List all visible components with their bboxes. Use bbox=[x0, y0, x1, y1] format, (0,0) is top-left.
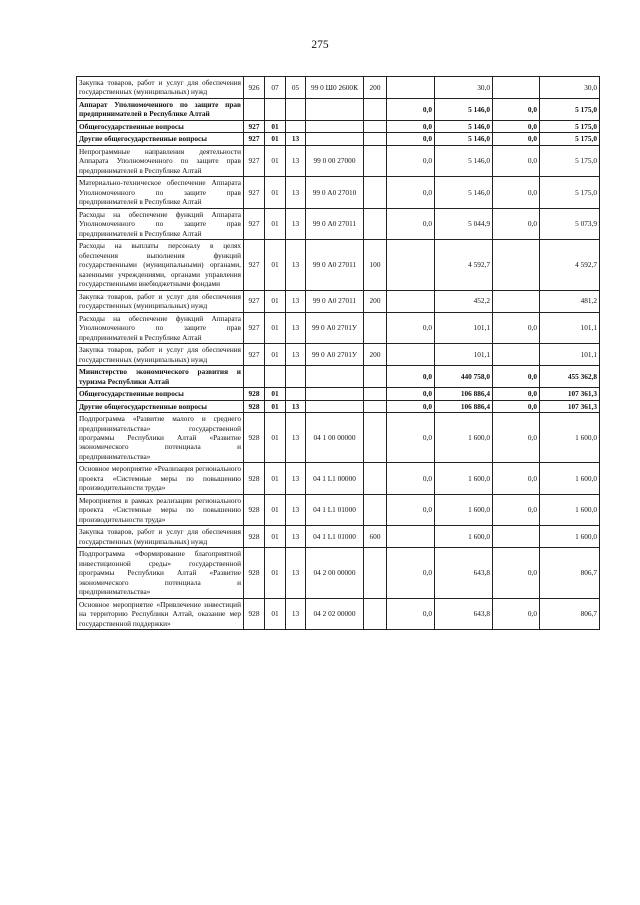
row-target-article bbox=[306, 388, 364, 400]
row-amount-2: 30,0 bbox=[435, 77, 493, 99]
row-subsection-code bbox=[286, 120, 306, 132]
row-amount-1 bbox=[387, 290, 435, 312]
row-target-article: 04 1 L1 01000 bbox=[306, 494, 364, 525]
row-expense-type: 200 bbox=[364, 344, 387, 366]
row-subsection-code: 13 bbox=[286, 526, 306, 548]
row-amount-4: 107 361,3 bbox=[540, 388, 600, 400]
table-row bbox=[77, 598, 600, 629]
row-grbs-code: 927 bbox=[244, 312, 265, 343]
row-target-article: 04 1 00 00000 bbox=[306, 413, 364, 463]
row-target-article: 99 0 А0 2701У bbox=[306, 312, 364, 343]
row-amount-4: 455 362,8 bbox=[540, 366, 600, 388]
row-grbs-code bbox=[244, 366, 265, 388]
row-grbs-code: 927 bbox=[244, 120, 265, 132]
row-amount-2: 643,8 bbox=[435, 598, 493, 629]
row-amount-3: 0,0 bbox=[493, 463, 540, 494]
row-expense-type bbox=[364, 548, 387, 598]
row-subsection-code: 13 bbox=[286, 290, 306, 312]
row-amount-4: 481,2 bbox=[540, 290, 600, 312]
row-name: Закупка товаров, работ и услуг для обеспечения государственных (муниципальных) нужд bbox=[77, 290, 244, 312]
row-section-code: 01 bbox=[265, 526, 286, 548]
row-amount-3: 0,0 bbox=[493, 120, 540, 132]
row-section-code: 01 bbox=[265, 120, 286, 132]
row-grbs-code: 928 bbox=[244, 400, 265, 412]
row-expense-type bbox=[364, 98, 387, 120]
row-section-code: 07 bbox=[265, 77, 286, 99]
table-row bbox=[77, 98, 600, 120]
row-amount-2: 440 758,0 bbox=[435, 366, 493, 388]
row-target-article: 99 0 А0 27011 bbox=[306, 290, 364, 312]
row-subsection-code bbox=[286, 388, 306, 400]
row-amount-2: 1 600,0 bbox=[435, 526, 493, 548]
table-row bbox=[77, 400, 600, 412]
row-amount-4: 5 175,0 bbox=[540, 133, 600, 145]
row-amount-4: 1 600,0 bbox=[540, 463, 600, 494]
row-name: Министерство экономического развития и туризма Республики Алтай bbox=[77, 366, 244, 388]
row-grbs-code: 928 bbox=[244, 463, 265, 494]
table-row bbox=[77, 344, 600, 366]
row-subsection-code: 13 bbox=[286, 548, 306, 598]
row-target-article: 04 2 00 00000 bbox=[306, 548, 364, 598]
row-amount-3 bbox=[493, 240, 540, 290]
row-subsection-code: 13 bbox=[286, 240, 306, 290]
row-amount-3 bbox=[493, 290, 540, 312]
row-amount-1: 0,0 bbox=[387, 463, 435, 494]
table-row bbox=[77, 240, 600, 290]
row-amount-3 bbox=[493, 526, 540, 548]
row-name: Закупка товаров, работ и услуг для обеспечения государственных (муниципальных) нужд bbox=[77, 77, 244, 99]
row-subsection-code: 05 bbox=[286, 77, 306, 99]
row-amount-3: 0,0 bbox=[493, 312, 540, 343]
table-row bbox=[77, 413, 600, 463]
row-amount-3: 0,0 bbox=[493, 145, 540, 176]
row-expense-type bbox=[364, 120, 387, 132]
row-amount-3: 0,0 bbox=[493, 208, 540, 239]
row-amount-1: 0,0 bbox=[387, 366, 435, 388]
table-row bbox=[77, 120, 600, 132]
row-amount-1: 0,0 bbox=[387, 133, 435, 145]
row-name: Аппарат Уполномоченного по защите прав предпринимателей в Республике Алтай bbox=[77, 98, 244, 120]
row-target-article: 04 1 L1 01000 bbox=[306, 526, 364, 548]
row-subsection-code: 13 bbox=[286, 177, 306, 208]
table-row bbox=[77, 312, 600, 343]
row-name: Закупка товаров, работ и услуг для обеспечения государственных (муниципальных) нужд bbox=[77, 526, 244, 548]
row-amount-1 bbox=[387, 240, 435, 290]
row-section-code: 01 bbox=[265, 290, 286, 312]
row-amount-2: 643,8 bbox=[435, 548, 493, 598]
row-target-article bbox=[306, 400, 364, 412]
table-row bbox=[77, 208, 600, 239]
row-name: Закупка товаров, работ и услуг для обеспечения государственных (муниципальных) нужд bbox=[77, 344, 244, 366]
row-amount-2: 1 600,0 bbox=[435, 463, 493, 494]
row-amount-1: 0,0 bbox=[387, 177, 435, 208]
row-amount-3: 0,0 bbox=[493, 494, 540, 525]
row-grbs-code: 928 bbox=[244, 413, 265, 463]
row-subsection-code: 13 bbox=[286, 133, 306, 145]
row-section-code: 01 bbox=[265, 177, 286, 208]
row-section-code: 01 bbox=[265, 548, 286, 598]
row-section-code: 01 bbox=[265, 494, 286, 525]
row-subsection-code bbox=[286, 98, 306, 120]
row-target-article bbox=[306, 366, 364, 388]
row-name: Другие общегосударственные вопросы bbox=[77, 133, 244, 145]
row-amount-1: 0,0 bbox=[387, 400, 435, 412]
row-section-code: 01 bbox=[265, 400, 286, 412]
row-amount-1: 0,0 bbox=[387, 98, 435, 120]
row-target-article: 99 0 А0 27011 bbox=[306, 208, 364, 239]
row-amount-3: 0,0 bbox=[493, 548, 540, 598]
row-amount-1 bbox=[387, 526, 435, 548]
row-expense-type bbox=[364, 208, 387, 239]
row-amount-4: 5 175,0 bbox=[540, 98, 600, 120]
row-target-article: 99 0 А0 27011 bbox=[306, 240, 364, 290]
row-amount-1: 0,0 bbox=[387, 145, 435, 176]
row-expense-type bbox=[364, 388, 387, 400]
row-target-article bbox=[306, 120, 364, 132]
row-name: Расходы на обеспечение функций Аппарата Уполномоченного по защите прав предпринимателей в Республике Алтай bbox=[77, 208, 244, 239]
row-section-code: 01 bbox=[265, 413, 286, 463]
row-amount-4: 5 175,0 bbox=[540, 120, 600, 132]
row-subsection-code: 13 bbox=[286, 312, 306, 343]
row-amount-2: 5 146,0 bbox=[435, 98, 493, 120]
table-row bbox=[77, 77, 600, 99]
row-subsection-code bbox=[286, 366, 306, 388]
row-name: Непрограммные направления деятельности Аппарата Уполномоченного по защите прав предпринимателей в Республике Алтай bbox=[77, 145, 244, 176]
table-row bbox=[77, 526, 600, 548]
row-grbs-code: 927 bbox=[244, 344, 265, 366]
row-expense-type bbox=[364, 145, 387, 176]
row-amount-2: 101,1 bbox=[435, 312, 493, 343]
table-row bbox=[77, 145, 600, 176]
row-name: Расходы на обеспечение функций Аппарата Уполномоченного по защите прав предпринимателей в Республике Алтай bbox=[77, 312, 244, 343]
row-amount-3: 0,0 bbox=[493, 98, 540, 120]
row-expense-type bbox=[364, 366, 387, 388]
row-expense-type bbox=[364, 400, 387, 412]
row-amount-4: 1 600,0 bbox=[540, 526, 600, 548]
row-amount-1: 0,0 bbox=[387, 312, 435, 343]
row-amount-3: 0,0 bbox=[493, 598, 540, 629]
row-section-code: 01 bbox=[265, 463, 286, 494]
row-grbs-code: 927 bbox=[244, 290, 265, 312]
row-amount-3: 0,0 bbox=[493, 413, 540, 463]
row-section-code: 01 bbox=[265, 388, 286, 400]
table-row bbox=[77, 366, 600, 388]
table-row bbox=[77, 290, 600, 312]
row-amount-3 bbox=[493, 77, 540, 99]
row-amount-4: 5 175,0 bbox=[540, 145, 600, 176]
row-grbs-code: 927 bbox=[244, 145, 265, 176]
row-target-article bbox=[306, 133, 364, 145]
row-subsection-code: 13 bbox=[286, 463, 306, 494]
row-expense-type bbox=[364, 177, 387, 208]
budget-table-body bbox=[77, 77, 600, 630]
row-section-code: 01 bbox=[265, 344, 286, 366]
row-expense-type: 200 bbox=[364, 290, 387, 312]
row-amount-4: 1 600,0 bbox=[540, 413, 600, 463]
row-grbs-code: 928 bbox=[244, 526, 265, 548]
row-amount-4: 101,1 bbox=[540, 344, 600, 366]
row-target-article: 99 0 00 27000 bbox=[306, 145, 364, 176]
row-amount-4: 1 600,0 bbox=[540, 494, 600, 525]
row-name: Мероприятия в рамках реализации регионального проекта «Системные меры по повышению производительности труда» bbox=[77, 494, 244, 525]
table-row bbox=[77, 494, 600, 525]
row-amount-2: 4 592,7 bbox=[435, 240, 493, 290]
row-amount-2: 1 600,0 bbox=[435, 494, 493, 525]
row-amount-1: 0,0 bbox=[387, 548, 435, 598]
row-section-code: 01 bbox=[265, 240, 286, 290]
row-subsection-code: 13 bbox=[286, 344, 306, 366]
row-grbs-code bbox=[244, 98, 265, 120]
row-section-code bbox=[265, 98, 286, 120]
row-amount-2: 5 146,0 bbox=[435, 133, 493, 145]
row-grbs-code: 928 bbox=[244, 388, 265, 400]
row-name: Подпрограмма «Формирование благоприятной инвестиционной среды» государственной программы Республики Алтай «Развитие экономического потенциала и предпринимательства» bbox=[77, 548, 244, 598]
row-amount-4: 4 592,7 bbox=[540, 240, 600, 290]
row-name: Общегосударственные вопросы bbox=[77, 388, 244, 400]
row-section-code: 01 bbox=[265, 598, 286, 629]
row-name: Материально-техническое обеспечение Аппарата Уполномоченного по защите прав предпринимателей в Республике Алтай bbox=[77, 177, 244, 208]
row-name: Другие общегосударственные вопросы bbox=[77, 400, 244, 412]
row-amount-2: 452,2 bbox=[435, 290, 493, 312]
row-amount-1 bbox=[387, 344, 435, 366]
row-amount-3: 0,0 bbox=[493, 177, 540, 208]
budget-table bbox=[76, 76, 600, 630]
row-amount-4: 30,0 bbox=[540, 77, 600, 99]
table-row bbox=[77, 133, 600, 145]
row-grbs-code: 928 bbox=[244, 598, 265, 629]
row-grbs-code: 926 bbox=[244, 77, 265, 99]
table-row bbox=[77, 388, 600, 400]
row-expense-type bbox=[364, 312, 387, 343]
row-name: Расходы на выплаты персоналу в целях обеспечения выполнения функций государственными (муниципальными) органами, казенными учреждениями, органами управления государственными внебюджетными фондами bbox=[77, 240, 244, 290]
row-grbs-code: 927 bbox=[244, 240, 265, 290]
row-amount-3: 0,0 bbox=[493, 400, 540, 412]
row-target-article: 04 2 02 00000 bbox=[306, 598, 364, 629]
table-row bbox=[77, 177, 600, 208]
row-expense-type: 200 bbox=[364, 77, 387, 99]
row-target-article bbox=[306, 98, 364, 120]
table-row bbox=[77, 548, 600, 598]
row-amount-1: 0,0 bbox=[387, 598, 435, 629]
row-amount-2: 5 146,0 bbox=[435, 120, 493, 132]
row-amount-3: 0,0 bbox=[493, 366, 540, 388]
row-section-code: 01 bbox=[265, 208, 286, 239]
row-subsection-code: 13 bbox=[286, 208, 306, 239]
row-expense-type bbox=[364, 133, 387, 145]
row-amount-1: 0,0 bbox=[387, 413, 435, 463]
row-name: Основное мероприятие «Реализация регионального проекта «Системные меры по повышению производительности труда» bbox=[77, 463, 244, 494]
row-name: Подпрограмма «Развитие малого и среднего предпринимательства» государственной программы Республики Алтай «Развитие экономического потенциала и предпринимательства» bbox=[77, 413, 244, 463]
row-amount-1: 0,0 bbox=[387, 120, 435, 132]
row-target-article: 99 0 А0 27010 bbox=[306, 177, 364, 208]
row-subsection-code: 13 bbox=[286, 494, 306, 525]
row-section-code bbox=[265, 366, 286, 388]
row-amount-2: 106 886,4 bbox=[435, 388, 493, 400]
row-amount-2: 1 600,0 bbox=[435, 413, 493, 463]
row-amount-2: 5 146,0 bbox=[435, 145, 493, 176]
row-grbs-code: 927 bbox=[244, 133, 265, 145]
row-amount-1 bbox=[387, 77, 435, 99]
row-name: Основное мероприятие «Привлечение инвестиций на территорию Республики Алтай, оказание мер государственной поддержки» bbox=[77, 598, 244, 629]
row-expense-type bbox=[364, 598, 387, 629]
row-amount-2: 101,1 bbox=[435, 344, 493, 366]
row-amount-1: 0,0 bbox=[387, 494, 435, 525]
row-section-code: 01 bbox=[265, 312, 286, 343]
table-row bbox=[77, 463, 600, 494]
row-subsection-code: 13 bbox=[286, 400, 306, 412]
row-name: Общегосударственные вопросы bbox=[77, 120, 244, 132]
row-amount-4: 806,7 bbox=[540, 598, 600, 629]
row-target-article: 99 0 А0 2701У bbox=[306, 344, 364, 366]
page-number: 275 bbox=[311, 39, 329, 51]
row-amount-4: 5 175,0 bbox=[540, 177, 600, 208]
row-amount-4: 107 361,3 bbox=[540, 400, 600, 412]
row-amount-2: 5 044,9 bbox=[435, 208, 493, 239]
row-target-article: 99 0 Ш0 2600К bbox=[306, 77, 364, 99]
row-grbs-code: 928 bbox=[244, 494, 265, 525]
row-section-code: 01 bbox=[265, 133, 286, 145]
row-amount-3: 0,0 bbox=[493, 388, 540, 400]
row-subsection-code: 13 bbox=[286, 413, 306, 463]
row-amount-3: 0,0 bbox=[493, 133, 540, 145]
row-expense-type: 600 bbox=[364, 526, 387, 548]
row-expense-type: 100 bbox=[364, 240, 387, 290]
row-expense-type bbox=[364, 413, 387, 463]
row-subsection-code: 13 bbox=[286, 598, 306, 629]
row-expense-type bbox=[364, 494, 387, 525]
row-grbs-code: 927 bbox=[244, 208, 265, 239]
row-amount-1: 0,0 bbox=[387, 208, 435, 239]
row-amount-2: 106 886,4 bbox=[435, 400, 493, 412]
row-grbs-code: 927 bbox=[244, 177, 265, 208]
row-amount-4: 5 073,9 bbox=[540, 208, 600, 239]
row-amount-4: 806,7 bbox=[540, 548, 600, 598]
row-grbs-code: 928 bbox=[244, 548, 265, 598]
row-section-code: 01 bbox=[265, 145, 286, 176]
row-amount-3 bbox=[493, 344, 540, 366]
row-amount-1: 0,0 bbox=[387, 388, 435, 400]
row-expense-type bbox=[364, 463, 387, 494]
row-target-article: 04 1 L1 00000 bbox=[306, 463, 364, 494]
row-subsection-code: 13 bbox=[286, 145, 306, 176]
row-amount-2: 5 146,0 bbox=[435, 177, 493, 208]
row-amount-4: 101,1 bbox=[540, 312, 600, 343]
